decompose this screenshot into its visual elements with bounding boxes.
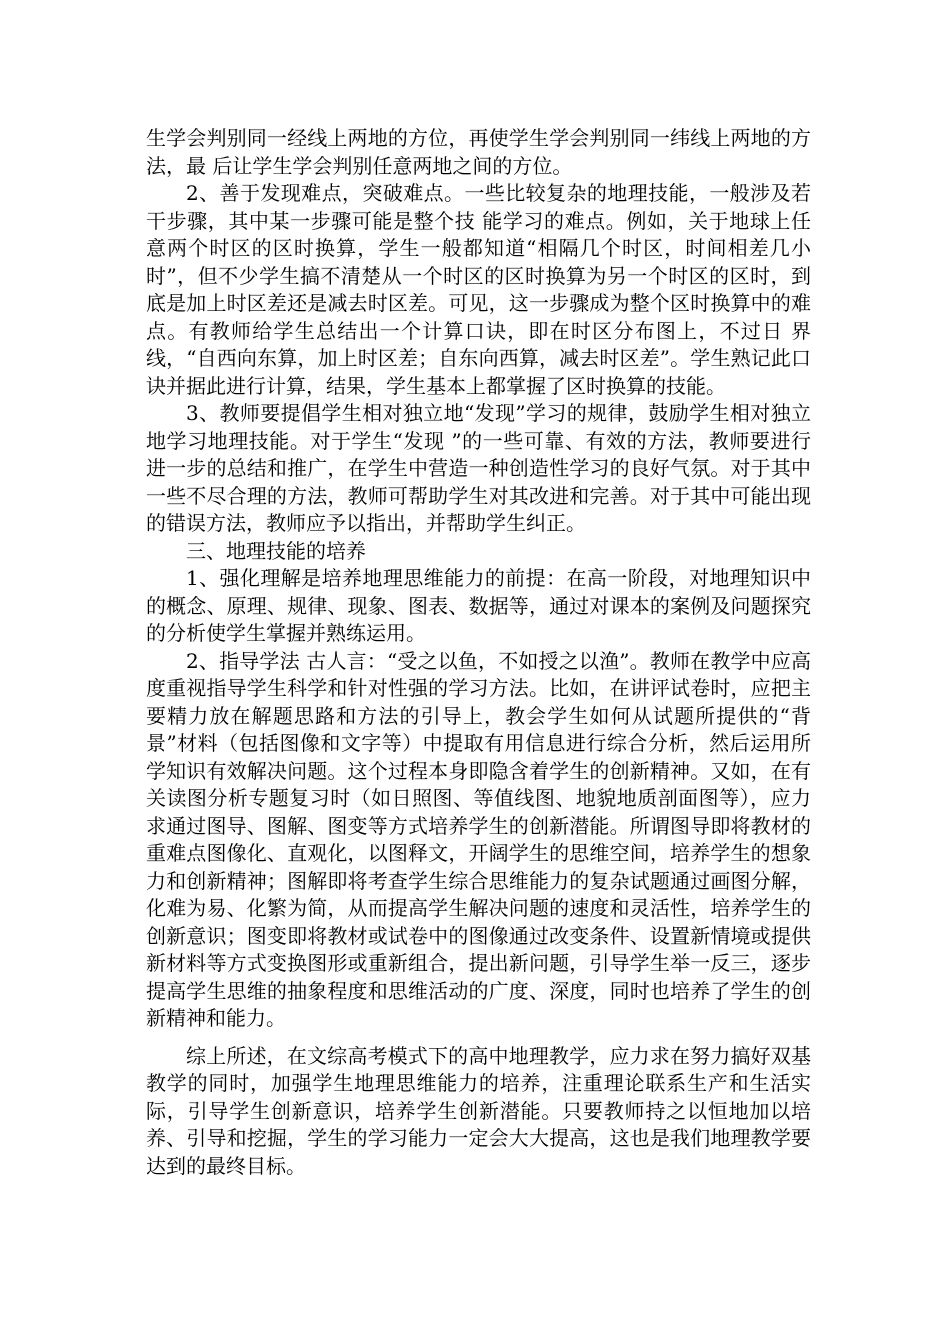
section-heading-skill-cultivation: 三、地理技能的培养: [186, 538, 366, 563]
paragraph-continuation: 生学会判别同一经线上两地的方位，再使学生学会判别同一纬线上两地的方法，最 后让学生学会判别任意两地之间的方位。: [146, 126, 811, 178]
paragraph-independent-discovery: 3、教师要提倡学生相对独立地“发现”学习的规律，鼓励学生相对独立地学习地理技能。对于学生“发现 ”的一些可靠、有效的方法，教师要进行进一步的总结和推广，在学生中营造一种创造性学习的良好气氛。对于其中一些不尽合理的方法，教师可帮助学生对其改进和完善。对于其中可能出现的错误方法，教师应予以指出，并帮助学生纠正。: [146, 401, 811, 535]
paragraph-understanding: 1、强化理解是培养地理思维能力的前提：在高一阶段，对地理知识中的概念、原理、规律、现象、图表、数据等，通过对课本的案例及问题探究的分析使学生掌握并熟练运用。: [146, 566, 811, 645]
paragraph-study-methods: 2、指导学法 古人言：“受之以鱼，不如授之以渔”。教师在教学中应高度重视指导学生科学和针对性强的学习方法。比如，在讲评试卷时，应把主要精力放在解题思路和方法的引导上，教会学生如何从试题所提供的“背景”材料（包括图像和文字等）中提取有用信息进行综合分析，然后运用所学知识有效解决问题。这个过程本身即隐含着学生的创新精神。又如，在有关读图分析专题复习时（如日照图、等值线图、地貌地质剖面图等），应力求通过图导、图解、图变等方式培养学生的创新潜能。所谓图导即将教材的重难点图像化、直观化，以图释文，开阔学生的思维空间，培养学生的想象力和创新精神；图解即将考查学生综合思维能力的复杂试题通过画图分解，化难为易、化繁为简，从而提高学生解决问题的速度和灵活性，培养学生的创新意识；图变即将教材或试卷中的图像通过改变条件、设置新情境或提供新材料等方式变换图形或重新组合，提出新问题，引导学生举一反三，逐步提高学生思维的抽象程度和思维活动的广度、深度，同时也培养了学生的创新精神和能力。: [146, 648, 811, 1030]
paragraph-difficulty-breakthrough: 2、善于发现难点，突破难点。一些比较复杂的地理技能，一般涉及若干步骤，其中某一步骤可能是整个技 能学习的难点。例如，关于地球上任意两个时区的区时换算，学生一般都知道“相隔几个时区，时间相差几小 时”，但不少学生搞不清楚从一个时区的区时换算为另一个时区的区时，到底是加上时区差还是减去时区差。可见，这一步骤成为整个区时换算中的难点。有教师给学生总结出一个计算口诀，即在时区分布图上，不过日 界线，“自西向东算，加上时区差；自东向西算，减去时区差”。学生熟记此口诀并据此进行计算，结果，学生基本上都掌握了区时换算的技能。: [146, 181, 811, 398]
document-body: [146, 125, 811, 1180]
paragraph-conclusion: 综上所述，在文综高考模式下的高中地理教学，应力求在努力搞好双基教学的同时，加强学生地理思维能力的培养，注重理论联系生产和生活实际，引导学生创新意识，培养学生创新潜能。只要教师持之以恒地加以培养、引导和挖掘，学生的学习能力一定会大大提高，这也是我们地理教学要达到的最终目标。: [146, 1043, 811, 1178]
